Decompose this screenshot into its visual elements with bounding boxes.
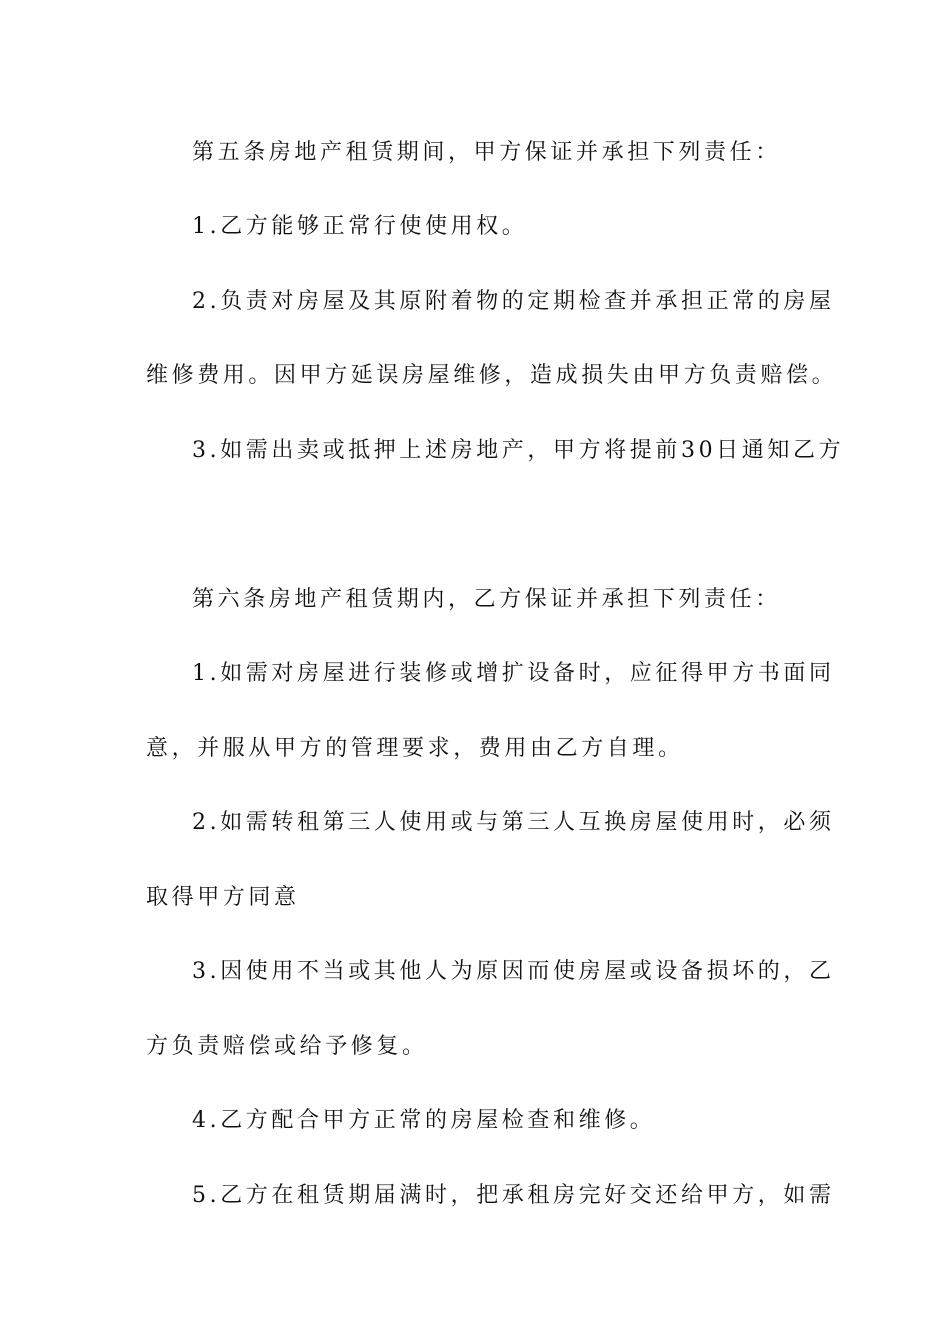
article-6-item-2-line-1: 2.如需转租第三人使用或与第三人互换房屋使用时，必须 bbox=[192, 810, 835, 835]
article-5-item-3: 3.如需出卖或抵押上述房地产，甲方将提前30日通知乙方 bbox=[192, 438, 845, 463]
article-6-heading: 第六条房地产租赁期内，乙方保证并承担下列责任： bbox=[192, 587, 781, 612]
article-6-item-1-line-1: 1.如需对房屋进行装修或增扩设备时，应征得甲方书面同 bbox=[192, 661, 835, 686]
article-5-heading: 第五条房地产租赁期间，甲方保证并承担下列责任： bbox=[192, 140, 781, 165]
article-5-item-2-line-1: 2.负责对房屋及其原附着物的定期检查并承担正常的房屋 bbox=[192, 289, 835, 314]
article-6-item-1-line-2: 意，并服从甲方的管理要求，费用由乙方自理。 bbox=[146, 736, 684, 761]
article-6-item-3-line-1: 3.因使用不当或其他人为原因而使房屋或设备损坏的，乙 bbox=[192, 959, 835, 984]
article-6-item-3-line-2: 方负责赔偿或给予修复。 bbox=[146, 1034, 428, 1059]
article-6-item-4: 4.乙方配合甲方正常的房屋检查和维修。 bbox=[192, 1108, 656, 1133]
article-5-item-1: 1.乙方能够正常行使使用权。 bbox=[192, 214, 528, 239]
article-5-item-2-line-2: 维修费用。因甲方延误房屋维修，造成损失由甲方负责赔偿。 bbox=[146, 363, 838, 388]
article-6-item-5-line-1: 5.乙方在租赁期届满时，把承租房完好交还给甲方，如需 bbox=[192, 1183, 835, 1208]
article-6-item-2-line-2: 取得甲方同意 bbox=[146, 885, 300, 910]
